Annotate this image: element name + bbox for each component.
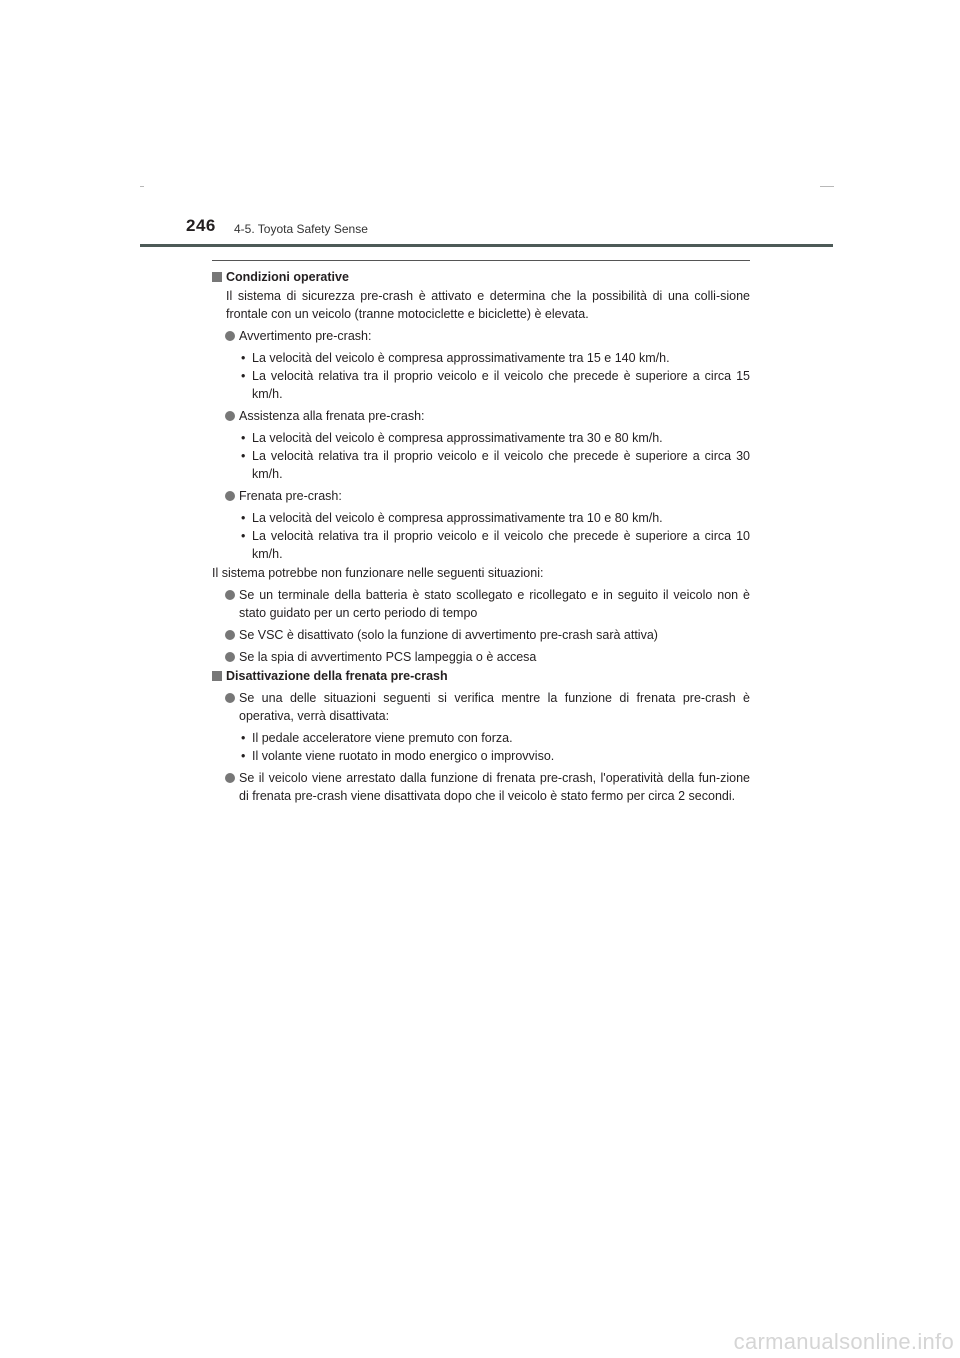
paragraph: Il sistema di sicurezza pre-crash è attivato e determina che la possibilità di una colli-sione frontale con un veicolo (tranne motociclette e biciclette) è elevata. <box>226 289 750 321</box>
round-bullet-icon <box>225 331 235 341</box>
sub-item <box>212 349 750 367</box>
section-heading-text: Disattivazione della frenata pre-crash <box>226 669 448 683</box>
round-bullet-icon <box>225 652 235 662</box>
sub-bullet-icon: • <box>241 431 246 445</box>
page-number: 246 <box>186 216 216 235</box>
section-heading <box>212 667 750 685</box>
round-bullet-icon <box>225 773 235 783</box>
bullet-item <box>212 327 750 345</box>
round-bullet-icon <box>225 693 235 703</box>
watermark: carmanualsonline.info <box>733 1329 954 1354</box>
sub-item-text: La velocità relativa tra il proprio veicolo e il veicolo che precede è superiore a circa 10 km/h. <box>252 529 750 561</box>
bullet-item <box>212 407 750 425</box>
sub-item <box>212 729 750 747</box>
round-bullet-icon <box>225 630 235 640</box>
sub-list <box>212 429 750 483</box>
sub-item-text: La velocità relativa tra il proprio veicolo e il veicolo che precede è superiore a circa 15 km/h. <box>252 369 750 401</box>
sub-item <box>212 447 750 483</box>
sub-bullet-icon: • <box>241 449 246 463</box>
sub-item <box>212 747 750 765</box>
bullet-item <box>212 586 750 622</box>
sub-bullet-icon: • <box>241 369 246 383</box>
sub-list <box>212 349 750 403</box>
sub-bullet-icon: • <box>241 731 246 745</box>
sub-item-text: La velocità relativa tra il proprio veicolo e il veicolo che precede è superiore a circa 30 km/h. <box>252 449 750 481</box>
bullet-item-text: Se una delle situazioni seguenti si verifica mentre la funzione di frenata pre-crash è operativa, verrà disattivata: <box>239 691 750 723</box>
section-title: 4-5. Toyota Safety Sense <box>234 222 368 236</box>
header-rule <box>140 244 833 247</box>
section-heading-text: Condizioni operative <box>226 270 349 284</box>
sub-bullet-icon: • <box>241 529 246 543</box>
sub-list <box>212 509 750 563</box>
sub-item-text: Il volante viene ruotato in modo energico o improvviso. <box>252 749 555 763</box>
sub-item-text: Il pedale acceleratore viene premuto con forza. <box>252 731 513 745</box>
sub-bullet-icon: • <box>241 749 246 763</box>
bullet-item <box>212 689 750 725</box>
sub-bullet-icon: • <box>241 351 246 365</box>
sub-list <box>212 729 750 765</box>
section-heading <box>212 268 750 286</box>
sub-bullet-icon: • <box>241 511 246 525</box>
bullet-item <box>212 626 750 644</box>
sub-item <box>212 367 750 403</box>
round-bullet-icon <box>225 590 235 600</box>
paragraph: Il sistema potrebbe non funzionare nelle seguenti situazioni: <box>212 566 544 580</box>
bullet-item <box>212 769 750 805</box>
sub-item-text: La velocità del veicolo è compresa approssimativamente tra 10 e 80 km/h. <box>252 511 663 525</box>
sub-item-text: La velocità del veicolo è compresa approssimativamente tra 30 e 80 km/h. <box>252 431 663 445</box>
sub-item <box>212 429 750 447</box>
sub-item <box>212 527 750 563</box>
bullet-item-text: Avvertimento pre-crash: <box>239 329 372 343</box>
square-bullet-icon <box>212 272 222 282</box>
bullet-item-text: Assistenza alla frenata pre-crash: <box>239 409 425 423</box>
bullet-item <box>212 487 750 505</box>
sub-item-text: La velocità del veicolo è compresa approssimativamente tra 15 e 140 km/h. <box>252 351 670 365</box>
bullet-item-text: Se VSC è disattivato (solo la funzione di avvertimento pre-crash sarà attiva) <box>239 628 658 642</box>
bullet-item-text: Frenata pre-crash: <box>239 489 342 503</box>
sub-item <box>212 509 750 527</box>
bullet-item-text: Se un terminale della batteria è stato scollegato e ricollegato e in seguito il veicolo non è stato guidato per un certo periodo di tempo <box>239 588 750 620</box>
bullet-item-text: Se la spia di avvertimento PCS lampeggia o è accesa <box>239 650 537 664</box>
round-bullet-icon <box>225 411 235 421</box>
content-body <box>212 267 750 805</box>
square-bullet-icon <box>212 671 222 681</box>
crop-mark-left <box>140 186 144 187</box>
bullet-item <box>212 648 750 666</box>
content-top-rule <box>212 260 750 261</box>
crop-mark-right <box>820 186 834 187</box>
round-bullet-icon <box>225 491 235 501</box>
bullet-item-text: Se il veicolo viene arrestato dalla funzione di frenata pre-crash, l'operatività della fun-zione di frenata pre-crash viene disattivata dopo che il veicolo è stato fermo per circa 2 secondi. <box>239 771 750 803</box>
